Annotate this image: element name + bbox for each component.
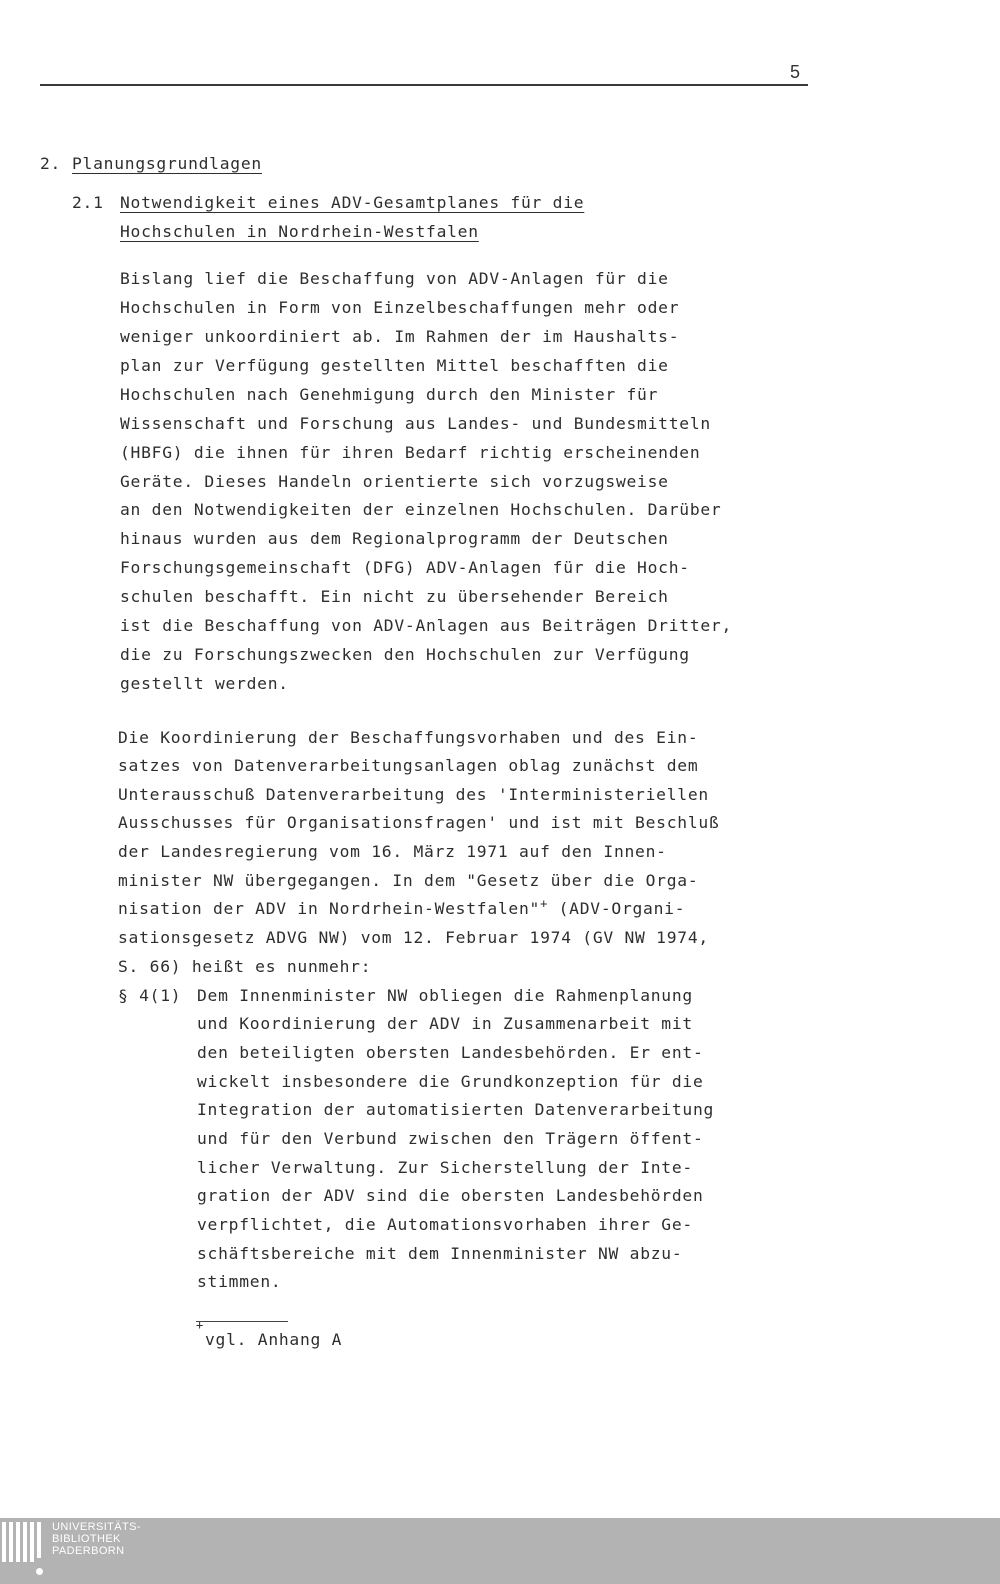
paragraph-line: hinaus wurden aus dem Regionalprogramm der Deutschen: [120, 529, 669, 548]
library-logo-dot-icon: [36, 1568, 43, 1575]
paragraph-line: Forschungsgemeinschaft (DFG) ADV-Anlagen für die Hoch-: [120, 558, 690, 577]
law-quote-line: schäftsbereiche mit dem Innenminister NW abzu-: [197, 1244, 683, 1263]
paragraph-line: der Landesregierung vom 16. März 1971 auf den Innen-: [118, 842, 667, 861]
subheading-line-2: Hochschulen in Nordrhein-Westfalen: [120, 222, 479, 241]
library-footer-bar: [0, 1518, 1000, 1584]
paragraph-line: Geräte. Dieses Handeln orientierte sich vorzugsweise: [120, 472, 669, 491]
law-quote-line: gration der ADV sind die obersten Landesbehörden: [197, 1186, 704, 1205]
header-rule: [40, 84, 808, 86]
paragraph-line: ist die Beschaffung von ADV-Anlagen aus Beiträgen Dritter,: [120, 616, 733, 635]
paragraph-line: an den Notwendigkeiten der einzelnen Hochschulen. Darüber: [120, 500, 722, 519]
law-quote-line: Integration der automatisierten Datenverarbeitung: [197, 1100, 715, 1119]
paragraph-line: Hochschulen nach Genehmigung durch den Minister für: [120, 385, 659, 404]
logo-line-1: UNIVERSITÄTS-: [52, 1521, 141, 1533]
subheading-line-1: Notwendigkeit eines ADV-Gesamtplanes für die: [120, 193, 585, 212]
paragraph-line: S. 66) heißt es nunmehr:: [118, 957, 372, 976]
law-quote-line: und Koordinierung der ADV in Zusammenarbeit mit: [197, 1014, 693, 1033]
law-quote-line: wickelt insbesondere die Grundkonzeption für die: [197, 1072, 704, 1091]
law-quote-line: Dem Innenminister NW obliegen die Rahmenplanung: [197, 986, 693, 1005]
law-quote-line: und für den Verbund zwischen den Trägern öffent-: [197, 1129, 704, 1148]
paragraph-line: Hochschulen in Form von Einzelbeschaffungen mehr oder: [120, 298, 680, 317]
paragraph-line-tail: (ADV-Organi-: [548, 899, 686, 918]
logo-line-3: PADERBORN: [52, 1545, 125, 1557]
subheading-number: 2.1: [72, 193, 104, 212]
law-quote-line: stimmen.: [197, 1272, 282, 1291]
paragraph-line: plan zur Verfügung gestellten Mittel beschafften die: [120, 356, 669, 375]
section-heading-number: 2.: [40, 154, 62, 173]
paragraph-line: weniger unkoordiniert ab. Im Rahmen der im Haushalts-: [120, 327, 680, 346]
section-heading-title: Planungsgrundlagen: [72, 154, 262, 173]
paragraph-line: sationsgesetz ADVG NW) vom 12. Februar 1974 (GV NW 1974,: [118, 928, 709, 947]
paragraph-line: Unterausschuß Datenverarbeitung des 'Interministeriellen: [118, 785, 709, 804]
paragraph-line: Die Koordinierung der Beschaffungsvorhaben und des Ein-: [118, 728, 699, 747]
paragraph-line: satzes von Datenverarbeitungsanlagen oblag zunächst dem: [118, 756, 699, 775]
library-logo-icon: [2, 1522, 46, 1562]
library-logo-text: [52, 1521, 141, 1557]
paragraph-line: die zu Forschungszwecken den Hochschulen zur Verfügung: [120, 645, 690, 664]
paragraph-line-with-footnote: [118, 896, 686, 919]
paragraph-line: minister NW übergegangen. In dem "Gesetz über die Orga-: [118, 871, 699, 890]
footnote-reference-mark: +: [540, 896, 549, 911]
law-section-label: § 4(1): [118, 986, 182, 1005]
law-quote-line: den beteiligten obersten Landesbehörden. Er ent-: [197, 1043, 704, 1062]
logo-line-2: BIBLIOTHEK: [52, 1533, 121, 1545]
paragraph-line: (HBFG) die ihnen für ihren Bedarf richtig erscheinenden: [120, 443, 701, 462]
paragraph-line: Bislang lief die Beschaffung von ADV-Anlagen für die: [120, 269, 669, 288]
footnote-text: vgl. Anhang A: [205, 1330, 343, 1349]
paragraph-line: Wissenschaft und Forschung aus Landes- und Bundesmitteln: [120, 414, 711, 433]
footnote-mark: +: [196, 1318, 204, 1332]
paragraph-line-text: nisation der ADV in Nordrhein-Westfalen": [118, 899, 541, 918]
law-quote-line: verpflichtet, die Automationsvorhaben ihrer Ge-: [197, 1215, 693, 1234]
paragraph-line: gestellt werden.: [120, 674, 289, 693]
law-quote-line: licher Verwaltung. Zur Sicherstellung der Inte-: [197, 1158, 693, 1177]
paragraph-line: Ausschusses für Organisationsfragen' und ist mit Beschluß: [118, 813, 720, 832]
footnote-rule: [196, 1321, 288, 1322]
paragraph-line: schulen beschafft. Ein nicht zu übersehender Bereich: [120, 587, 669, 606]
page-number: 5: [790, 62, 801, 82]
